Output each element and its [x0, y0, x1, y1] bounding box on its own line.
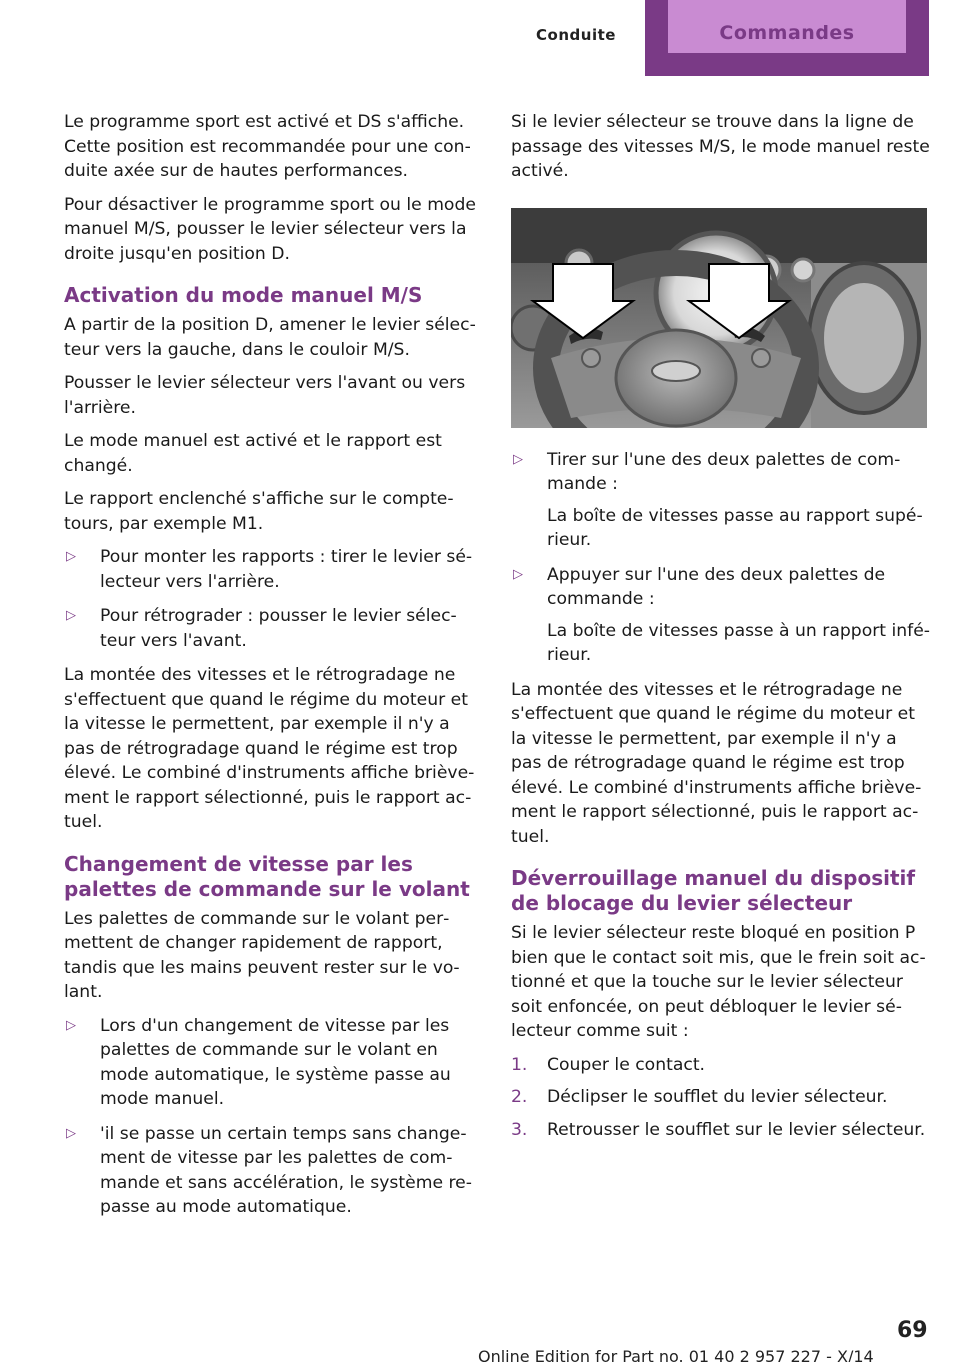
left-column — [64, 110, 484, 1230]
list-item-text: 'il se passe un certain temps sans changement de vitesse par les palettes de commande et sans accélération, le système repasse au mode automatique. — [100, 1123, 472, 1217]
list-item — [511, 448, 931, 553]
section-heading: Changement de vitesse par les palettes de commande sur le volant — [64, 851, 470, 901]
paragraph: Pousser le levier sélecteur vers l'avant ou vers l'arrière. — [64, 373, 466, 418]
list-item — [64, 1014, 484, 1112]
steering-wheel-paddles-image — [511, 208, 927, 428]
list-item-text: Tirer sur l'une des deux palettes de commande : — [547, 449, 901, 494]
list-item — [511, 1085, 931, 1110]
paragraph: Le mode manuel est activé et le rapport est changé. — [64, 431, 442, 476]
paragraph: Les palettes de commande sur le volant permettent de changer rapidement de rapport, tandis que les mains peuvent rester sur le volant. — [64, 908, 460, 1002]
list-item-subtext: La boîte de vitesses passe à un rapport inférieur. — [547, 620, 930, 665]
list-item-text: Couper le contact. — [547, 1054, 706, 1075]
paragraph: La montée des vitesses et le rétrogradage ne s'effectuent que quand le régime du moteur et la vitesse le permettent, par exemple il n'y a pas de rétrogradage quand le régime est trop élevé. Le combiné d'instruments affiche brièvement le rapport sélectionné, puis le rapport actuel. — [64, 665, 475, 832]
section-heading: Activation du mode manuel M/S — [64, 283, 423, 307]
step-number: 2. — [511, 1087, 528, 1107]
list-item — [511, 1053, 931, 1078]
triangle-bullet-icon: ▷ — [66, 1017, 76, 1033]
paragraph: A partir de la position D, amener le levier sélecteur vers la gauche, dans le couloir M/S. — [64, 315, 476, 360]
triangle-bullet-icon: ▷ — [66, 549, 76, 564]
right-column — [511, 110, 931, 1150]
triangle-bullet-icon: ▷ — [66, 608, 76, 623]
bullet-list — [64, 545, 484, 653]
triangle-bullet-icon: ▷ — [513, 566, 523, 582]
triangle-bullet-icon: ▷ — [66, 1125, 76, 1141]
paragraph: Si le levier sélecteur se trouve dans la ligne de passage des vitesses M/S, le mode manuel reste activé. — [511, 112, 930, 181]
chapter-tab-commandes-label: Commandes — [668, 0, 906, 53]
list-item — [64, 1122, 484, 1220]
section-heading: Déverrouillage manuel du dispositif de blocage du levier sélecteur — [511, 866, 916, 915]
list-item — [64, 545, 484, 594]
list-item-text: Déclipser le soufflet du levier sélecteur. — [547, 1087, 888, 1107]
paragraph: Pour désactiver le programme sport ou le mode manuel M/S, pousser le levier sélecteur vers la droite jusqu'en position D. — [64, 194, 476, 264]
steering-wheel-illustration — [511, 208, 927, 428]
paragraph: Si le levier sélecteur reste bloqué en position P bien que le contact soit mis, que le frein soit actionné et que la touche sur le levier sélecteur soit enfoncée, on peut débloquer le levier sélecteur comme suit : — [511, 923, 926, 1041]
paragraph: Le programme sport est activé et DS s'affiche. Cette position est recommandée pour une conduite axée sur de hautes performances. — [64, 112, 471, 181]
list-item-subtext: La boîte de vitesses passe au rapport supérieur. — [547, 505, 923, 550]
list-item — [511, 563, 931, 668]
list-item-text: Lors d'un changement de vitesse par les palettes de commande sur le volant en mode automatique, le système passe au mode manuel. — [100, 1015, 451, 1109]
paragraph: La montée des vitesses et le rétrogradage ne s'effectuent que quand le régime du moteur et la vitesse le permettent, par exemple il n'y a pas de rétrogradage quand le régime est trop élevé. Le combiné d'instruments affiche brièvement le rapport sélectionné, puis le rapport actuel. — [511, 679, 922, 847]
chapter-tab-conduite[interactable]: Conduite — [506, 0, 646, 62]
step-number: 1. — [511, 1054, 528, 1075]
list-item-text: Pour rétrograder : pousser le levier sélecteur vers l'avant. — [100, 606, 457, 651]
bullet-list — [511, 448, 931, 668]
edition-footer: Online Edition for Part no. 01 40 2 957 227 - X/14 — [478, 1347, 874, 1362]
numbered-list — [511, 1053, 931, 1143]
step-number: 3. — [511, 1119, 528, 1140]
paragraph: Le rapport enclenché s'affiche sur le compte-tours, par exemple M1. — [64, 489, 454, 534]
list-item — [511, 1118, 931, 1143]
triangle-bullet-icon: ▷ — [513, 451, 523, 467]
list-item-text: Pour monter les rapports : tirer le levier sélecteur vers l'arrière. — [100, 547, 473, 592]
bullet-list — [64, 1014, 484, 1220]
list-item — [64, 604, 484, 653]
list-item-text: Appuyer sur l'une des deux palettes de commande : — [547, 564, 886, 609]
list-item-text: Retrousser le soufflet sur le levier sélecteur. — [547, 1119, 926, 1140]
page-number: 69 — [897, 1318, 928, 1343]
chapter-tab-commandes[interactable] — [645, 0, 929, 76]
